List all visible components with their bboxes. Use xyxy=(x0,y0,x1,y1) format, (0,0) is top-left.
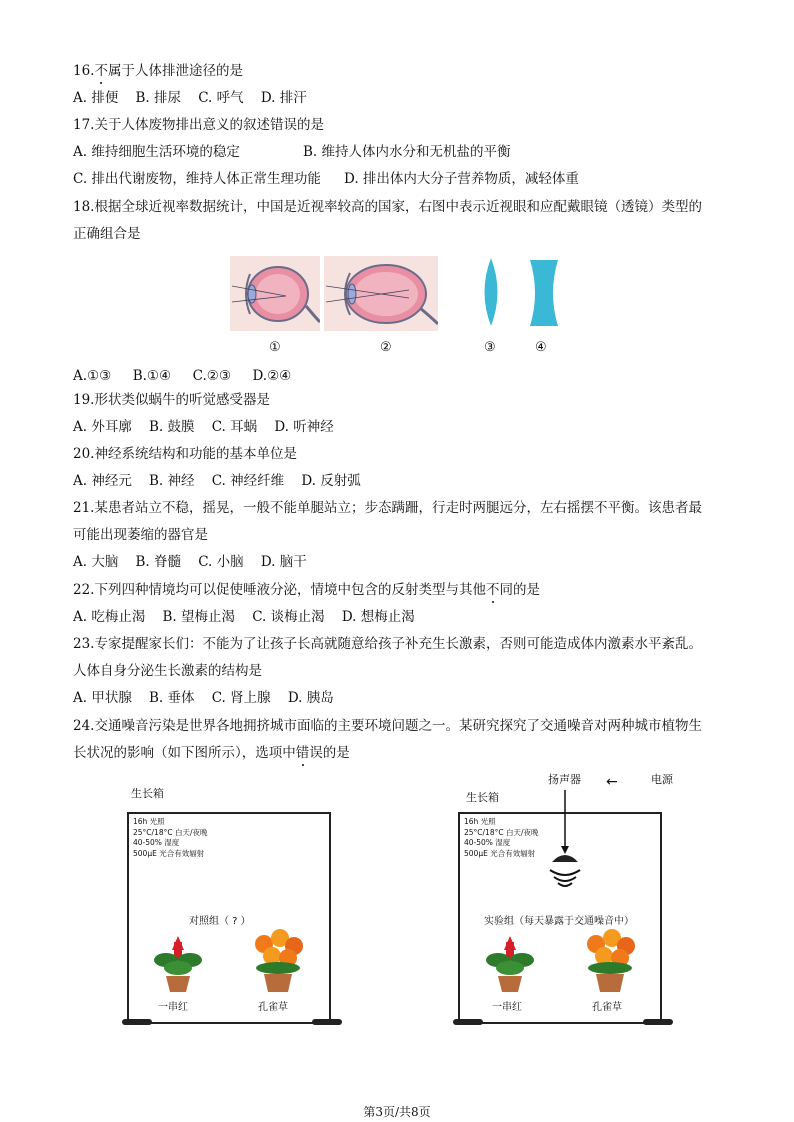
experiment-box-label: 生长箱 xyxy=(466,791,499,804)
box-foot xyxy=(312,1019,342,1025)
q18-stem-line1: 18.根据全球近视率数据统计，中国是近视率较高的国家，右图中表示近视眼和应配戴眼镜（透镜）类型的 xyxy=(73,199,702,215)
control-box-label: 生长箱 xyxy=(131,787,164,800)
q21-option-d[interactable]: D. 脑干 xyxy=(260,554,307,570)
q17-option-a[interactable]: A. 维持细胞生活环境的稳定 xyxy=(73,144,240,160)
q23-option-a[interactable]: A. 甲状腺 xyxy=(73,690,132,706)
q17-stem: 17.关于人体废物排出意义的叙述错误的是 xyxy=(73,117,324,133)
q21-option-a[interactable]: A. 大脑 xyxy=(73,554,119,570)
page-footer: 第3页/共8页 xyxy=(363,1105,431,1119)
q21-stem-line1: 21.某患者站立不稳，摇晃，一般不能单腿站立；步态蹒跚，行走时两腿远分，左右摇摆不平衡。该患者最 xyxy=(73,500,702,516)
q20-options xyxy=(73,472,361,490)
q23-option-b[interactable]: B. 垂体 xyxy=(149,690,195,706)
eye-figure-1 xyxy=(230,256,320,331)
arrow-left-icon: ← xyxy=(606,774,618,790)
q20-stem: 20.神经系统结构和功能的基本单位是 xyxy=(73,446,297,462)
eye-figure-2 xyxy=(324,256,438,331)
q22-option-a[interactable]: A. 吃梅止渴 xyxy=(73,609,146,625)
salvia-plant-icon xyxy=(482,932,538,994)
q20-option-b[interactable]: B. 神经 xyxy=(149,473,195,489)
q23-options xyxy=(73,689,334,707)
q16-option-d[interactable]: D. 排汗 xyxy=(260,90,307,106)
fig-label-3: ③ xyxy=(484,340,496,355)
experiment-conditions: 16h 光照 25°C/18°C 白天/夜晚 40-50% 湿度 500μE 光合有效辐射 xyxy=(464,817,539,858)
q23-stem-line1: 23.专家提醒家长们：不能为了让孩子长高就随意给孩子补充生长激素，否则可能造成体内激素水平紊乱。 xyxy=(73,636,702,652)
q16-option-b[interactable]: B. 排尿 xyxy=(135,90,182,106)
q16-options xyxy=(73,89,307,107)
control-plant1-label: 一串红 xyxy=(158,1002,188,1013)
q23-stem-line2: 人体自身分泌生长激素的结构是 xyxy=(73,663,262,679)
experiment-plant1-label: 一串红 xyxy=(492,1002,522,1013)
q16-option-a[interactable]: A. 排便 xyxy=(73,90,119,106)
experiment-plant2-label: 孔雀草 xyxy=(592,1002,622,1013)
convex-lens xyxy=(480,256,502,328)
control-conditions: 16h 光照 25°C/18°C 白天/夜晚 40-50% 湿度 500μE 光合有效辐射 xyxy=(133,817,208,858)
q22-option-c[interactable]: C. 谈梅止渴 xyxy=(252,609,325,625)
control-plant2-label: 孔雀草 xyxy=(258,1002,288,1013)
fig-label-2: ② xyxy=(380,340,392,355)
q19-options xyxy=(73,418,334,436)
q20-option-d[interactable]: D. 反射弧 xyxy=(301,473,361,489)
speaker-label: 扬声器 xyxy=(548,773,581,786)
q16-option-c[interactable]: C. 呼气 xyxy=(198,90,244,106)
marigold-plant-icon xyxy=(248,928,308,994)
experiment-group-label: 实验组（每天暴露于交通噪音中） xyxy=(484,916,634,927)
marigold-plant-icon xyxy=(580,928,640,994)
q21-option-c[interactable]: C. 小脑 xyxy=(198,554,244,570)
q18-option-b[interactable]: B.①④ xyxy=(132,368,172,384)
q18-option-c[interactable]: C.②③ xyxy=(192,368,231,384)
control-group-label: 对照组（ ? ） xyxy=(189,916,251,927)
q18-options xyxy=(73,367,291,385)
q19-option-b[interactable]: B. 鼓膜 xyxy=(149,419,195,435)
q19-option-a[interactable]: A. 外耳廓 xyxy=(73,419,132,435)
fig-label-4: ④ xyxy=(535,340,547,355)
q20-option-c[interactable]: C. 神经纤维 xyxy=(211,473,285,489)
q17-option-b[interactable]: B. 维持人体内水分和无机盐的平衡 xyxy=(303,144,511,160)
box-foot xyxy=(643,1019,673,1025)
q23-option-c[interactable]: C. 肾上腺 xyxy=(211,690,271,706)
q19-option-d[interactable]: D. 听神经 xyxy=(274,419,334,435)
q19-stem: 19.形状类似蜗牛的听觉感受器是 xyxy=(73,392,270,408)
q18-option-d[interactable]: D.②④ xyxy=(252,368,292,384)
power-label: 电源 xyxy=(651,773,673,786)
box-foot xyxy=(453,1019,483,1025)
q23-option-d[interactable]: D. 胰岛 xyxy=(287,690,334,706)
q16-stem: 16.不属于人体排泄途径的是 xyxy=(73,63,243,79)
q24-stem-line1: 24.交通噪音污染是世界各地拥挤城市面临的主要环境问题之一。某研究探究了交通噪音对两种城市植物生 xyxy=(73,718,702,734)
q21-options xyxy=(73,553,307,571)
q24-stem-line2: 长状况的影响（如下图所示），选项中错误的是 xyxy=(73,745,350,761)
q22-stem: 22.下列四种情境均可以促使唾液分泌，情境中包含的反射类型与其他不同的是 xyxy=(73,582,540,598)
q21-stem-line2: 可能出现萎缩的器官是 xyxy=(73,527,208,543)
q17-option-d[interactable]: D. 排出体内大分子营养物质，减轻体重 xyxy=(344,171,579,187)
q22-option-b[interactable]: B. 望梅止渴 xyxy=(162,609,236,625)
speaker-icon xyxy=(540,790,590,902)
q22-options xyxy=(73,608,415,626)
fig-label-1: ① xyxy=(269,340,281,355)
q18-stem-line2: 正确组合是 xyxy=(73,226,141,242)
q17-option-c[interactable]: C. 排出代谢废物，维持人体正常生理功能 xyxy=(73,171,321,187)
q18-option-a[interactable]: A.①③ xyxy=(73,368,112,384)
q22-option-d[interactable]: D. 想梅止渴 xyxy=(341,609,415,625)
q21-option-b[interactable]: B. 脊髓 xyxy=(135,554,182,570)
q19-option-c[interactable]: C. 耳蜗 xyxy=(211,419,258,435)
box-foot xyxy=(122,1019,152,1025)
concave-lens xyxy=(528,258,560,328)
q20-option-a[interactable]: A. 神经元 xyxy=(73,473,132,489)
salvia-plant-icon xyxy=(150,932,206,994)
